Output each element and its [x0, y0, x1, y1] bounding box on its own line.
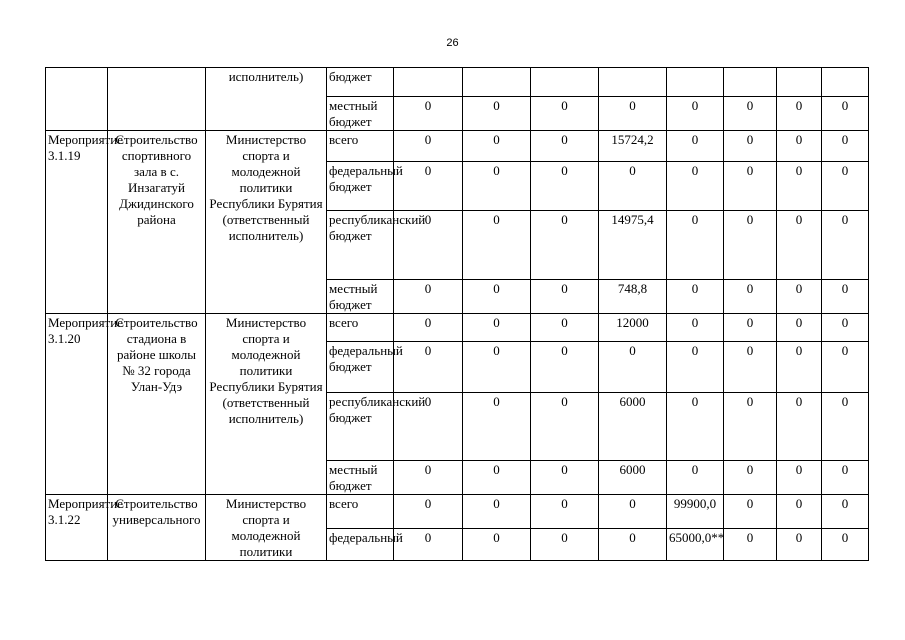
value-cell: 0: [777, 342, 822, 393]
value-cell: 0: [822, 97, 869, 131]
value-cell: 0: [667, 314, 724, 342]
value-cell: 0: [724, 529, 777, 561]
value-cell: 0: [531, 314, 599, 342]
table-row: [46, 495, 869, 529]
funding-source-cell: федеральный: [327, 529, 394, 561]
value-cell: 0: [777, 393, 822, 461]
value-cell: [822, 68, 869, 97]
executor-cell: Министерство спорта и молодежной политики: [206, 495, 327, 561]
value-cell: 0: [667, 131, 724, 162]
value-cell: 65000,0**: [667, 529, 724, 561]
event-name-cell: Строительство стадиона в районе школы № 32 города Улан-Удэ: [108, 314, 206, 495]
value-cell: 0: [724, 495, 777, 529]
funding-source-cell: федеральный бюджет: [327, 342, 394, 393]
value-cell: 0: [531, 342, 599, 393]
value-cell: 0: [777, 495, 822, 529]
value-cell: 0: [463, 314, 531, 342]
funding-source-cell: местный бюджет: [327, 280, 394, 314]
value-cell: 0: [394, 393, 463, 461]
value-cell: 0: [724, 162, 777, 211]
value-cell: 0: [463, 495, 531, 529]
value-cell: 0: [463, 342, 531, 393]
value-cell: 0: [463, 162, 531, 211]
value-cell: 0: [463, 393, 531, 461]
value-cell: 0: [777, 461, 822, 495]
value-cell: 0: [822, 162, 869, 211]
value-cell: 0: [724, 461, 777, 495]
value-cell: 0: [822, 461, 869, 495]
value-cell: 0: [531, 131, 599, 162]
value-cell: [667, 68, 724, 97]
value-cell: 0: [394, 314, 463, 342]
value-cell: [599, 68, 667, 97]
funding-source-cell: всего: [327, 495, 394, 529]
value-cell: 0: [777, 162, 822, 211]
value-cell: [531, 68, 599, 97]
event-code-cell: [46, 68, 108, 131]
value-cell: 0: [724, 280, 777, 314]
funding-source-cell: местный бюджет: [327, 461, 394, 495]
value-cell: 0: [777, 131, 822, 162]
value-cell: 0: [531, 461, 599, 495]
value-cell: 0: [667, 461, 724, 495]
value-cell: 6000: [599, 393, 667, 461]
value-cell: 0: [667, 211, 724, 280]
value-cell: 0: [531, 162, 599, 211]
event-name-cell: Строительство универсального: [108, 495, 206, 561]
value-cell: 0: [394, 211, 463, 280]
value-cell: 0: [531, 211, 599, 280]
funding-source-cell: всего: [327, 131, 394, 162]
value-cell: [777, 68, 822, 97]
value-cell: 0: [822, 280, 869, 314]
page-number: 26: [446, 37, 459, 49]
value-cell: 0: [667, 280, 724, 314]
table-row: [46, 314, 869, 342]
value-cell: 0: [822, 342, 869, 393]
value-cell: 0: [822, 393, 869, 461]
value-cell: 0: [394, 342, 463, 393]
value-cell: 99900,0: [667, 495, 724, 529]
value-cell: 0: [531, 280, 599, 314]
value-cell: 0: [822, 211, 869, 280]
value-cell: 0: [777, 314, 822, 342]
value-cell: 0: [777, 529, 822, 561]
value-cell: 0: [822, 529, 869, 561]
value-cell: 748,8: [599, 280, 667, 314]
value-cell: 0: [599, 97, 667, 131]
value-cell: 0: [724, 342, 777, 393]
value-cell: 15724,2: [599, 131, 667, 162]
value-cell: 0: [599, 162, 667, 211]
value-cell: [394, 68, 463, 97]
value-cell: 0: [463, 211, 531, 280]
value-cell: 0: [724, 393, 777, 461]
value-cell: 0: [463, 461, 531, 495]
value-cell: 0: [822, 131, 869, 162]
value-cell: 0: [463, 280, 531, 314]
table-row: [46, 131, 869, 162]
value-cell: 0: [463, 131, 531, 162]
value-cell: 0: [777, 280, 822, 314]
funding-source-cell: всего: [327, 314, 394, 342]
event-code-cell: Мероприятие 3.1.20: [46, 314, 108, 495]
value-cell: 0: [531, 97, 599, 131]
value-cell: 0: [724, 131, 777, 162]
event-name-cell: [108, 68, 206, 131]
budget-table: [45, 67, 869, 561]
value-cell: [463, 68, 531, 97]
value-cell: 0: [394, 162, 463, 211]
value-cell: 0: [724, 211, 777, 280]
value-cell: 6000: [599, 461, 667, 495]
value-cell: 0: [394, 97, 463, 131]
funding-source-cell: местный бюджет: [327, 97, 394, 131]
value-cell: 0: [599, 342, 667, 393]
funding-source-cell: республиканский бюджет: [327, 211, 394, 280]
value-cell: 0: [724, 97, 777, 131]
value-cell: 0: [394, 461, 463, 495]
value-cell: 0: [599, 495, 667, 529]
value-cell: 12000: [599, 314, 667, 342]
value-cell: 0: [667, 393, 724, 461]
value-cell: 0: [531, 529, 599, 561]
event-name-cell: Строительство спортивного зала в с. Инзагатуй Джидинского района: [108, 131, 206, 314]
executor-cell: исполнитель): [206, 68, 327, 131]
funding-source-cell: федеральный бюджет: [327, 162, 394, 211]
value-cell: 0: [667, 342, 724, 393]
value-cell: 0: [667, 97, 724, 131]
value-cell: 0: [599, 529, 667, 561]
value-cell: 0: [463, 97, 531, 131]
value-cell: 0: [394, 495, 463, 529]
value-cell: 0: [822, 314, 869, 342]
table-row: [46, 68, 869, 97]
value-cell: 0: [822, 495, 869, 529]
value-cell: 0: [394, 529, 463, 561]
value-cell: 0: [777, 211, 822, 280]
event-code-cell: Мероприятие 3.1.22: [46, 495, 108, 561]
executor-cell: Министерство спорта и молодежной политики Республики Бурятия (ответственный исполнитель): [206, 131, 327, 314]
funding-source-cell: республиканский бюджет: [327, 393, 394, 461]
value-cell: 0: [463, 529, 531, 561]
value-cell: 0: [394, 280, 463, 314]
value-cell: [724, 68, 777, 97]
value-cell: 0: [777, 97, 822, 131]
value-cell: 0: [531, 495, 599, 529]
value-cell: 0: [531, 393, 599, 461]
value-cell: 0: [394, 131, 463, 162]
value-cell: 0: [667, 162, 724, 211]
event-code-cell: Мероприятие 3.1.19: [46, 131, 108, 314]
value-cell: 0: [724, 314, 777, 342]
value-cell: 14975,4: [599, 211, 667, 280]
executor-cell: Министерство спорта и молодежной политики Республики Бурятия (ответственный исполнитель): [206, 314, 327, 495]
funding-source-cell: бюджет: [327, 68, 394, 97]
